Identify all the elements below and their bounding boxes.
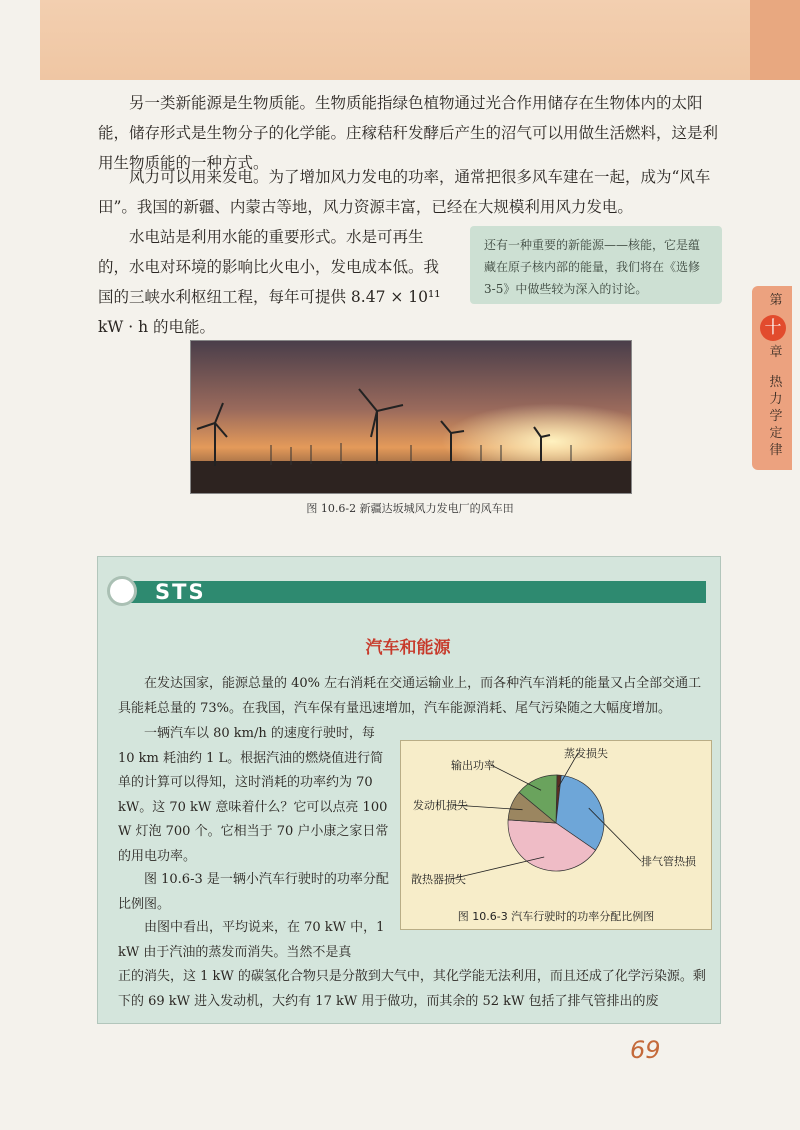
sts-title: 汽车和能源 [365,638,451,658]
slice-label-2: 散热器损失 [411,873,466,886]
slice-label-0: 蒸发损失 [564,747,608,760]
sts-paragraph-5: 正的消失，这 1 kW 的碳氢化合物只是分散到大气中，其化学能无法利用，而且还成了化学污染源。剩下的 69 kW 进入发动机，大约有 17 kW 用于做功，而其余的 52 kW 包括了排气管排出的废 [118,969,706,1009]
pie-chart-panel [400,740,712,930]
sts-circle-icon [107,576,137,606]
slice-label-4: 输出功率 [451,759,495,772]
paragraph-biomass: 另一类新能源是生物质能。生物质能指绿色植物通过光合作用储存在生物体内的太阳能，储存形式是生物分子的化学能。庄稼秸秆发酵后产生的沼气可以用做生活燃料，这是利用生物质能的一种方式。 [98,94,719,172]
chapter-title: 热力学定律 [769,375,783,458]
wind-farm-image [191,341,631,493]
sts-label: STS [155,580,206,604]
page-number: 69 [630,1036,661,1064]
header-band-corner [750,0,800,80]
paragraph-hydro: 水电站是利用水能的重要形式。水是可再生的，水电对环境的影响比火电小，发电成本低。我国的三峡水利枢纽工程，每年可提供 8.47 × 10¹¹ kW · h 的电能。 [98,228,441,336]
sts-header-bar [120,581,706,603]
sts-paragraph-2: 一辆汽车以 80 km/h 的速度行驶时，每 10 km 耗油约 1 L。根据汽油的燃烧值进行简单的计算可以得知，这时消耗的功率约为 70 kW。这 70 kW 意味着什么？它可以点亮 100 W 灯泡 700 个。它相当于 70 户小康之家日常的用电功率。 [118,726,389,864]
chart-title: 图 10.6-3 汽车行驶时的功率分配比例图 [457,910,655,923]
sts-paragraph-4: 由图中看出，平均说来，在 70 kW 中，1 kW 由于汽油的蒸发而消失。当然不是真 [118,920,385,960]
pie-chart [401,741,711,929]
wind-farm-photo [190,340,632,494]
chapter-number: 十 [760,315,786,341]
leader-line-4 [491,765,541,790]
header-band [40,0,750,80]
paragraph-wind: 风力可以用来发电。为了增加风力发电的功率，通常把很多风车建在一起，成为“风车田”。我国的新疆、内蒙古等地，风力资源丰富，已经在大规模利用风力发电。 [98,168,711,216]
chapter-prefix: 第 [769,293,783,308]
sts-paragraph-1: 在发达国家，能源总量的 40% 左右消耗在交通运输业上，而各种汽车消耗的能量又占全部交通工具能耗总量的 73%。在我国，汽车保有量迅速增加，汽车能源消耗、尾气污染随之大幅度增加。 [118,676,702,716]
sidebar-note: 还有一种重要的新能源——核能，它是蕴藏在原子核内部的能量，我们将在《选修 3-5》中做些较为深入的讨论。 [470,226,722,304]
slice-label-3: 发动机损失 [413,799,468,812]
photo-caption: 图 10.6-2 新疆达坂城风力发电厂的风车田 [306,502,514,515]
chapter-suffix: 章 [769,345,783,360]
slice-label-1: 排气管热损 [641,855,696,868]
sts-paragraph-3: 图 10.6-3 是一辆小汽车行驶时的功率分配比例图。 [118,872,389,912]
